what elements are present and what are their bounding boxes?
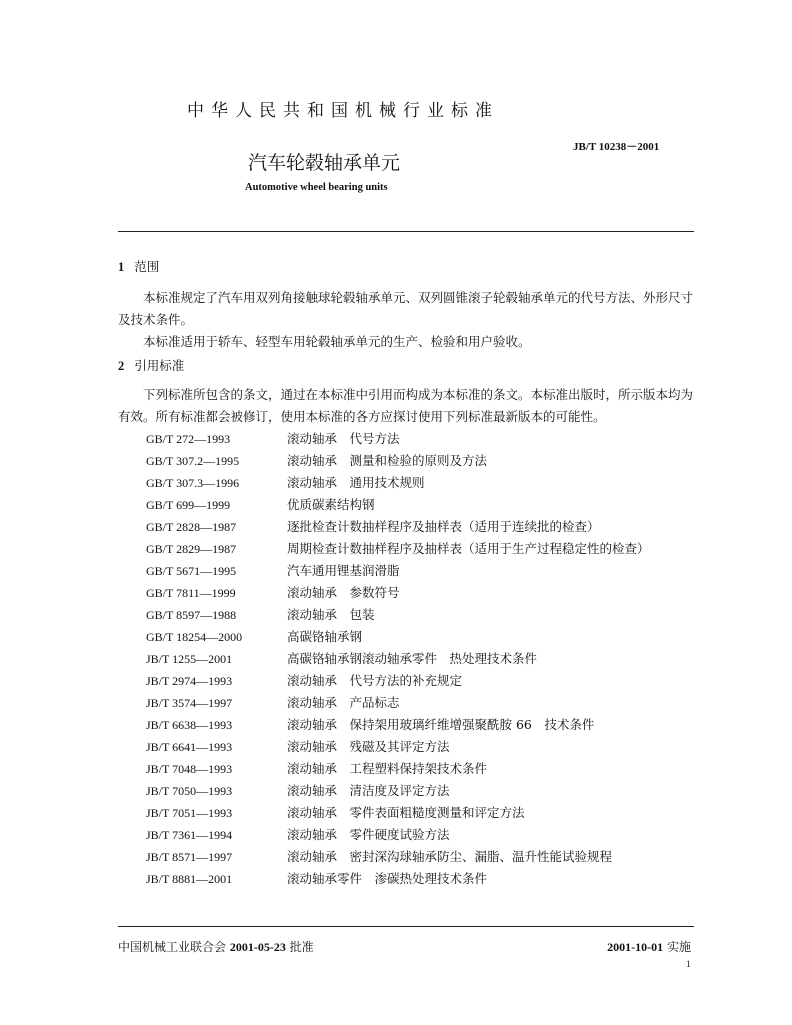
header-divider (118, 231, 694, 232)
section-title: 范围 (134, 259, 160, 274)
document-title-chinese: 汽车轮毂轴承单元 (248, 152, 401, 174)
reference-item (146, 714, 650, 736)
scope-paragraph-1: 本标准规定了汽车用双列角接触球轮毂轴承单元、双列圆锥滚子轮毂轴承单元的代号方法、外形尺寸及技术条件。 (118, 290, 694, 327)
reference-item (146, 472, 650, 494)
reference-code: JB/T 6638—1993 (146, 718, 233, 732)
issuing-body-heading: 中华人民共和国机械行业标准 (187, 101, 499, 121)
reference-title: 滚动轴承 产品标志 (287, 695, 400, 710)
reference-title: 滚动轴承 保持架用玻璃纤维增强聚酰胺 66 技术条件 (287, 717, 595, 732)
reference-code: JB/T 7051—1993 (146, 806, 233, 820)
reference-item (146, 604, 650, 626)
approval-label: 批准 (289, 940, 314, 954)
reference-title: 滚动轴承 清洁度及评定方法 (287, 783, 450, 798)
reference-code: GB/T 18254—2000 (146, 630, 243, 644)
reference-code: JB/T 7361—1994 (146, 828, 233, 842)
section-heading-references (118, 356, 184, 374)
page-number: 1 (686, 959, 691, 969)
reference-title: 周期检查计数抽样程序及抽样表（适用于生产过程稳定性的检查） (287, 541, 650, 556)
references-intro-paragraph: 下列标准所包含的条文，通过在本标准中引用而构成为本标准的条文。本标准出版时，所示版本均为有效。所有标准都会被修订，使用本标准的各方应探讨使用下列标准最新版本的可能性。 (118, 387, 694, 424)
section-number: 1 (118, 260, 125, 274)
section-title: 引用标准 (134, 358, 185, 373)
reference-title: 滚动轴承 残磁及其评定方法 (287, 739, 450, 754)
reference-title: 汽车通用锂基润滑脂 (287, 563, 400, 578)
implementation-line (607, 938, 691, 955)
implementation-date: 2001-10-01 (607, 940, 664, 954)
reference-title: 滚动轴承 工程塑料保持架技术条件 (287, 761, 488, 776)
reference-title: 逐批检查计数抽样程序及抽样表（适用于连续批的检查） (287, 519, 600, 534)
reference-code: GB/T 307.3—1996 (146, 476, 240, 490)
reference-code: JB/T 8571—1997 (146, 850, 233, 864)
reference-title: 滚动轴承 零件硬度试验方法 (287, 827, 450, 842)
section-heading-scope (118, 257, 159, 275)
reference-title: 滚动轴承 包装 (287, 607, 375, 622)
reference-title: 高碳铬轴承钢 (287, 629, 363, 644)
reference-code: JB/T 3574—1997 (146, 696, 233, 710)
reference-item (146, 692, 650, 714)
reference-code: GB/T 2828—1987 (146, 520, 237, 534)
reference-item (146, 758, 650, 780)
reference-title: 优质碳素结构钢 (287, 497, 375, 512)
reference-code: GB/T 8597—1988 (146, 608, 237, 622)
reference-code: GB/T 2829—1987 (146, 542, 237, 556)
reference-code: JB/T 7050—1993 (146, 784, 233, 798)
reference-title: 滚动轴承零件 渗碳热处理技术条件 (287, 871, 488, 886)
reference-item (146, 428, 650, 450)
reference-item (146, 494, 650, 516)
section-number: 2 (118, 359, 125, 373)
reference-title: 滚动轴承 代号方法 (287, 431, 400, 446)
reference-code: JB/T 8881—2001 (146, 872, 233, 886)
approval-line (118, 938, 314, 955)
reference-title: 滚动轴承 测量和检验的原则及方法 (287, 453, 488, 468)
reference-item (146, 736, 650, 758)
reference-item (146, 670, 650, 692)
reference-code: JB/T 2974—1993 (146, 674, 233, 688)
reference-title: 滚动轴承 代号方法的补充规定 (287, 673, 463, 688)
reference-code: GB/T 272—1993 (146, 432, 231, 446)
reference-item (146, 802, 650, 824)
reference-title: 滚动轴承 通用技术规则 (287, 475, 425, 490)
approval-date: 2001-05-23 (229, 940, 286, 954)
reference-item (146, 648, 650, 670)
reference-item (146, 450, 650, 472)
reference-item (146, 582, 650, 604)
reference-item (146, 538, 650, 560)
document-title-english: Automotive wheel bearing units (245, 182, 388, 193)
reference-item (146, 846, 650, 868)
reference-code: GB/T 307.2—1995 (146, 454, 240, 468)
scope-paragraph-2: 本标准适用于轿车、轻型车用轮毂轴承单元的生产、检验和用户验收。 (143, 334, 531, 349)
reference-code: JB/T 1255—2001 (146, 652, 233, 666)
reference-title: 高碳铬轴承钢滚动轴承零件 热处理技术条件 (287, 651, 538, 666)
implementation-label: 实施 (666, 940, 691, 954)
normative-references-list (146, 428, 650, 890)
reference-item (146, 780, 650, 802)
reference-code: JB/T 6641—1993 (146, 740, 233, 754)
reference-item (146, 626, 650, 648)
footer-divider (118, 926, 694, 927)
reference-item (146, 824, 650, 846)
reference-item (146, 868, 650, 890)
reference-title: 滚动轴承 参数符号 (287, 585, 400, 600)
issuing-organization: 中国机械工业联合会 (118, 940, 227, 954)
reference-item (146, 560, 650, 582)
reference-code: GB/T 7811—1999 (146, 586, 236, 600)
reference-code: GB/T 699—1999 (146, 498, 231, 512)
standard-number: JB/T 10238－2001 (573, 141, 660, 153)
reference-code: JB/T 7048—1993 (146, 762, 233, 776)
reference-title: 滚动轴承 零件表面粗糙度测量和评定方法 (287, 805, 525, 820)
reference-item (146, 516, 650, 538)
reference-code: GB/T 5671—1995 (146, 564, 237, 578)
reference-title: 滚动轴承 密封深沟球轴承防尘、漏脂、温升性能试验规程 (287, 849, 613, 864)
